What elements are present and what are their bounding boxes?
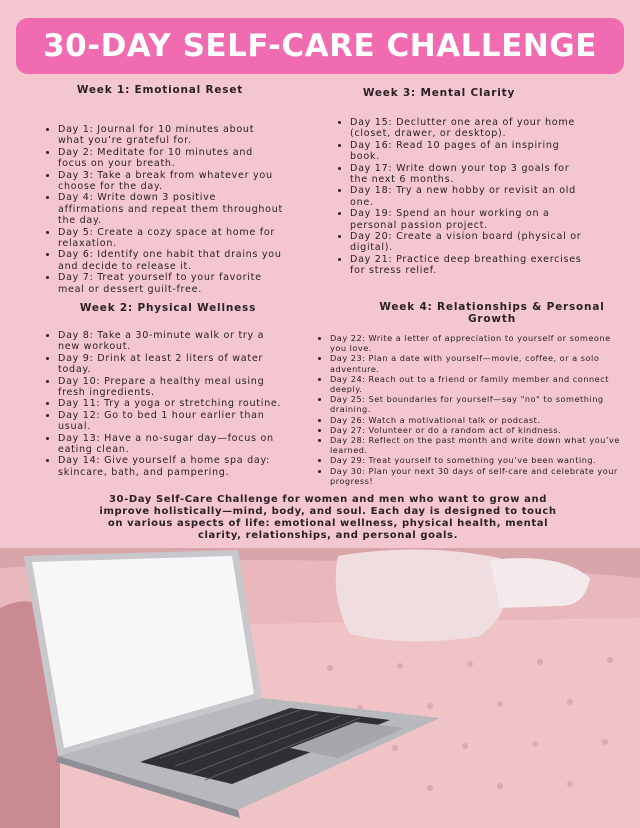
laptop-sofa-photo [0,548,640,828]
week-heading: Week 3: Mental Clarity [362,87,516,99]
week-list [316,333,628,486]
day-item: • Day 17: Write down your top 3 goals for the next 6 months. [350,163,582,186]
laptop-on-sofa-illustration [0,548,640,828]
day-item: • Day 28: Reflect on the past month and write down what you’ve learned. [330,435,628,455]
title-banner [16,18,624,74]
day-item: • Day 29: Treat yourself to something you’ve been wanting. [330,455,628,465]
day-item: • Day 20: Create a vision board (physical or digital). [350,231,582,254]
week-list [44,330,284,478]
day-item: • Day 27: Volunteer or do a random act of kindness. [330,425,628,435]
day-item: • Day 6: Identify one habit that drains you and decide to release it. [58,249,284,272]
week-4-section [316,301,628,486]
day-item: • Day 26: Watch a motivational talk or podcast. [330,415,628,425]
day-item: • Day 23: Plan a date with yourself—movie, coffee, or a solo adventure. [330,353,628,373]
challenge-summary: 30-Day Self-Care Challenge for women and men who want to grow and improve holistically—mind, body, and soul. Each day is designed to touch on various aspects of life: emotional wellness, physical health, mental clarity, relationships, and personal goals. [99,494,557,541]
day-item: • Day 14: Give yourself a home spa day: skincare, bath, and pampering. [58,455,284,478]
week-2-section [44,302,284,478]
day-item: • Day 4: Write down 3 positive affirmations and repeat them throughout the day. [58,192,284,226]
day-item: • Day 9: Drink at least 2 liters of water today. [58,353,284,376]
day-item: • Day 25: Set boundaries for yourself—say "no" to something draining. [330,394,628,414]
day-item: • Day 11: Try a yoga or stretching routine. [58,398,284,409]
day-item: • Day 16: Read 10 pages of an inspiring book. [350,140,582,163]
day-item: • Day 15: Declutter one area of your home (closet, drawer, or desktop). [350,117,582,140]
day-item: • Day 10: Prepare a healthy meal using fresh ingredients. [58,376,284,399]
day-item: • Day 2: Meditate for 10 minutes and focus on your breath. [58,147,284,170]
week-list [336,117,582,277]
day-item: • Day 24: Reach out to a friend or family member and connect deeply. [330,374,628,394]
week-3-section [336,87,582,277]
day-item: • Day 5: Create a cozy space at home for relaxation. [58,227,284,250]
day-item: • Day 21: Practice deep breathing exercises for stress relief. [350,254,582,277]
page-title: 30-DAY SELF-CARE CHALLENGE [43,28,597,64]
week-heading: Week 4: Relationships & Personal Growth [379,301,605,325]
week-list [44,124,284,295]
day-item: • Day 18: Try a new hobby or revisit an old one. [350,185,582,208]
week-heading: Week 1: Emotional Reset [76,84,244,96]
day-item: • Day 13: Have a no-sugar day—focus on eating clean. [58,433,284,456]
day-item: • Day 7: Treat yourself to your favorite meal or dessert guilt-free. [58,272,284,295]
day-item: • Day 22: Write a letter of appreciation to yourself or someone you love. [330,333,628,353]
day-item: • Day 19: Spend an hour working on a personal passion project. [350,208,582,231]
day-item: • Day 3: Take a break from whatever you choose for the day. [58,170,284,193]
week-heading: Week 2: Physical Wellness [79,302,257,314]
day-item: • Day 1: Journal for 10 minutes about what you’re grateful for. [58,124,284,147]
day-item: • Day 8: Take a 30-minute walk or try a new workout. [58,330,284,353]
day-item: • Day 12: Go to bed 1 hour earlier than usual. [58,410,284,433]
week-1-section [44,84,284,295]
day-item: • Day 30: Plan your next 30 days of self-care and celebrate your progress! [330,466,628,486]
